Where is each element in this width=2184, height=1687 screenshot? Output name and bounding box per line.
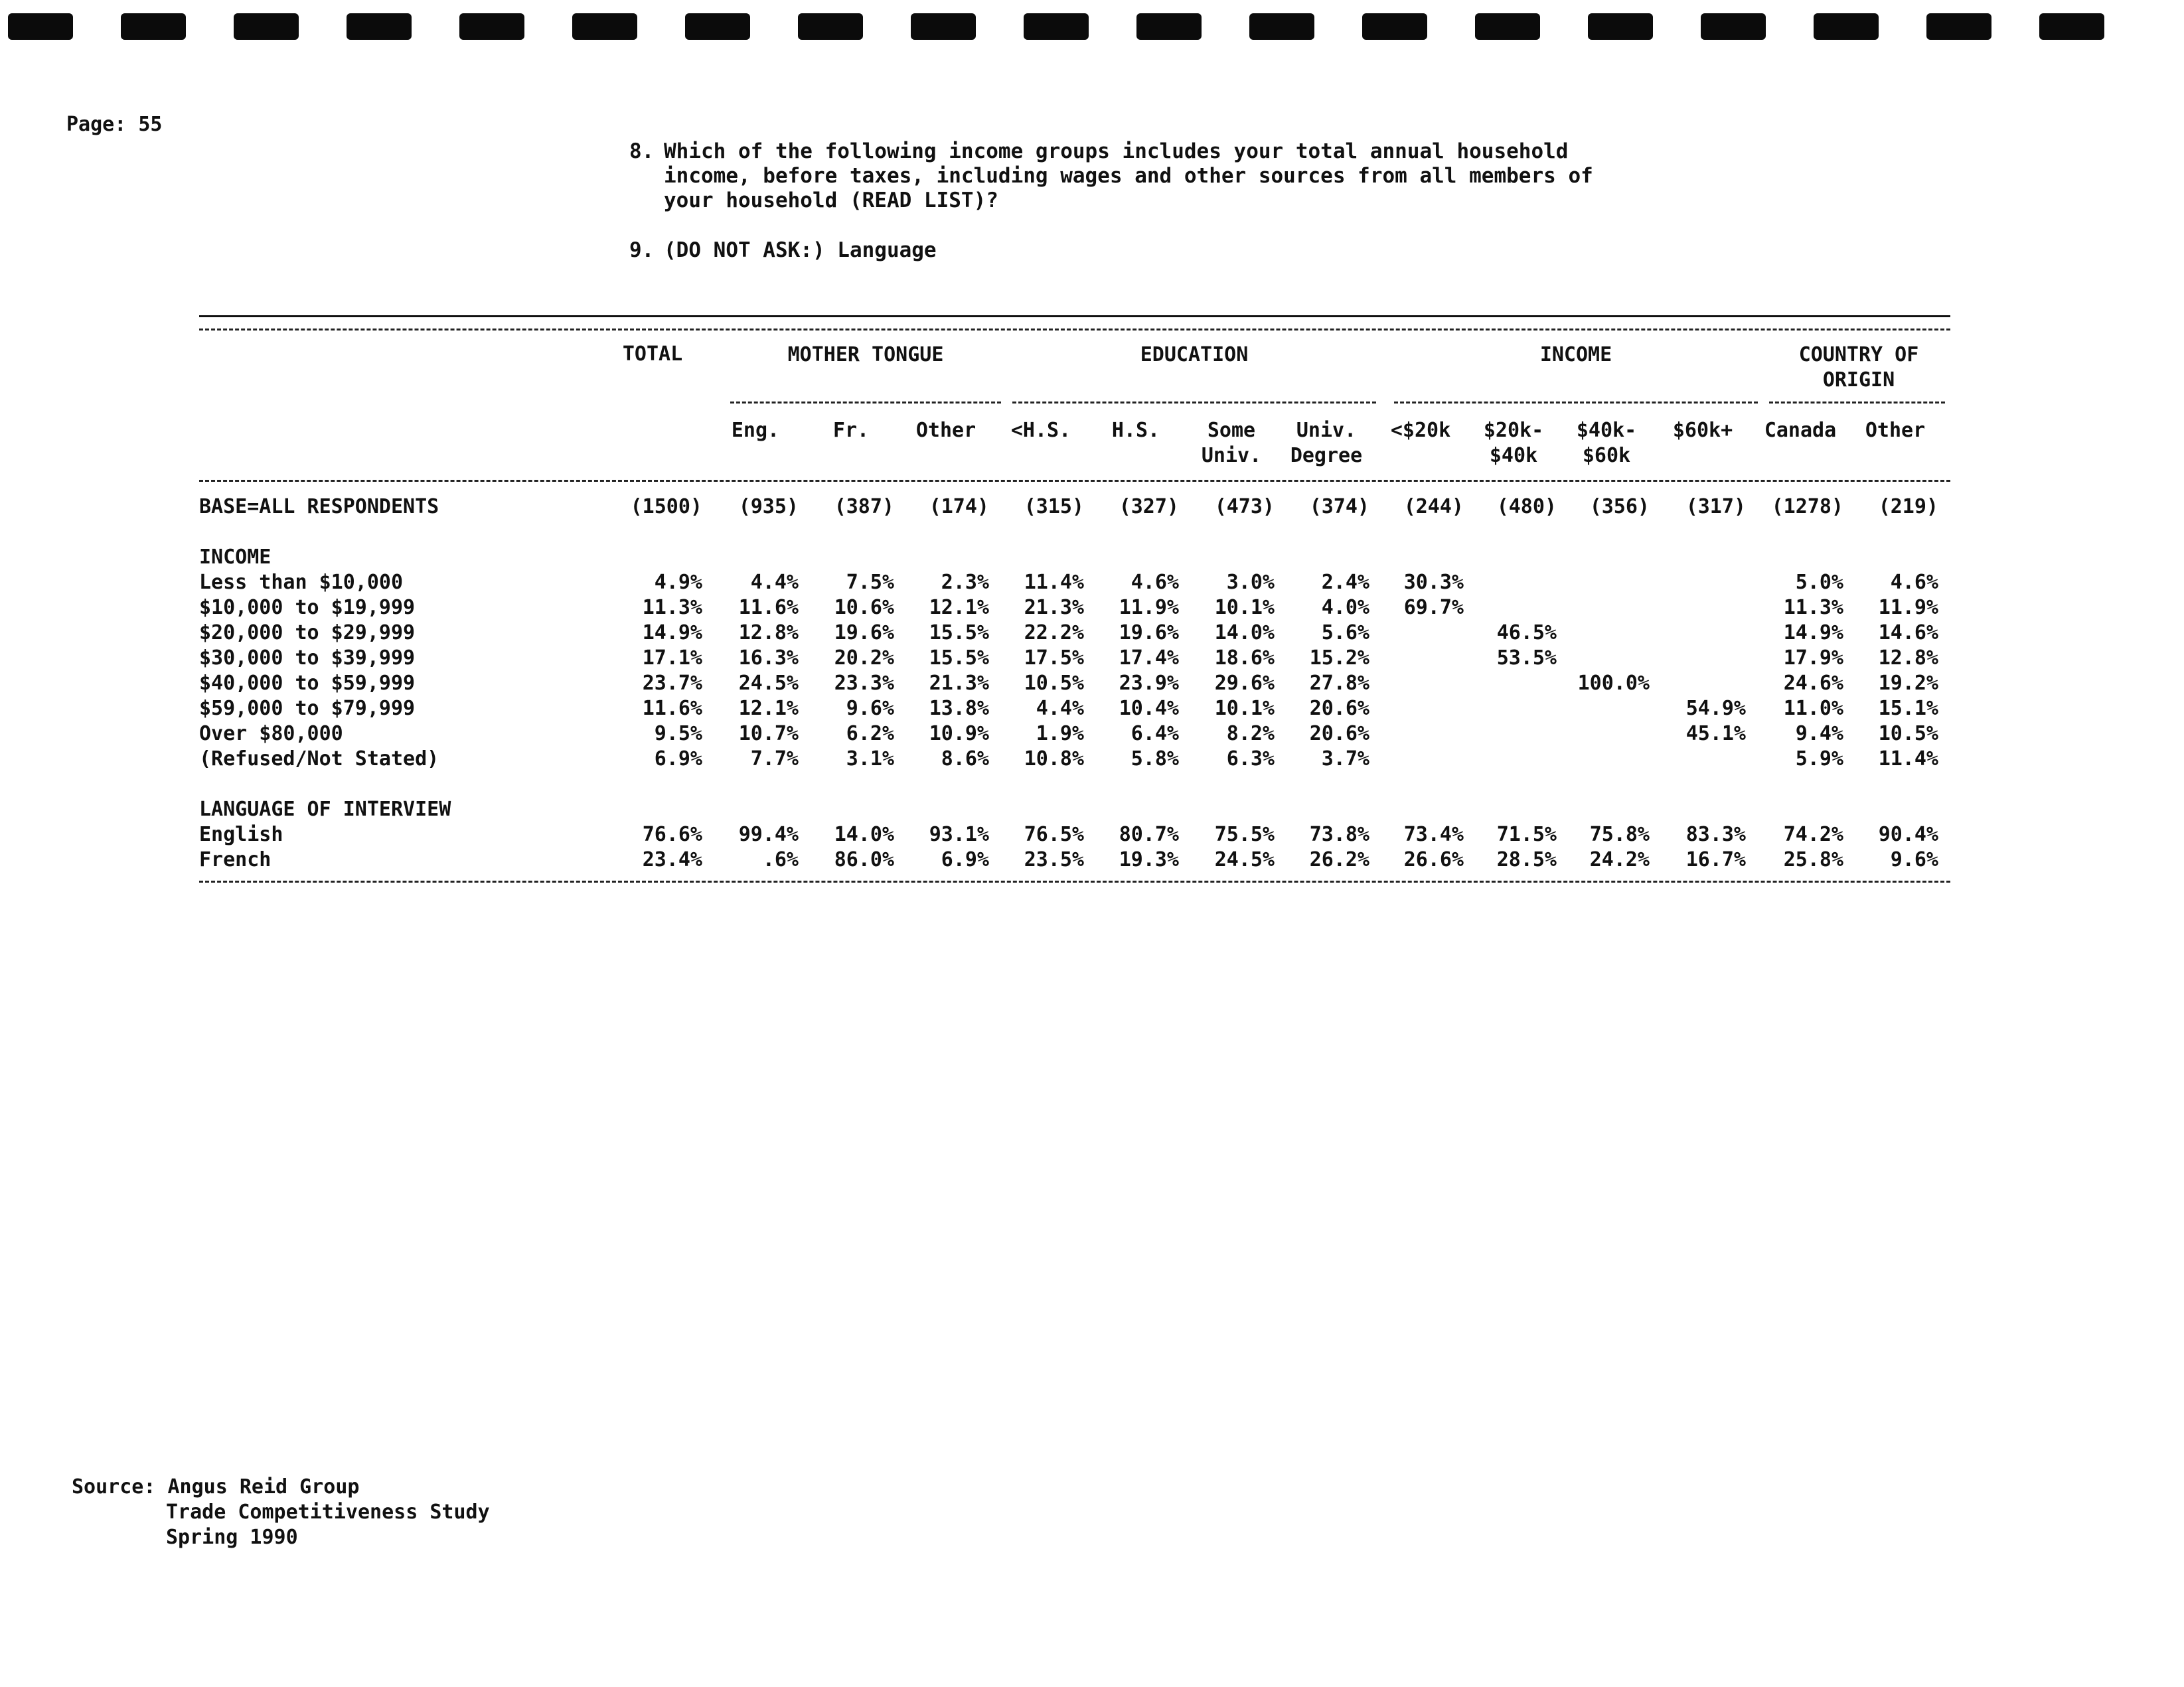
base-value: (315): [1024, 495, 1084, 518]
col-header: Eng.: [731, 419, 780, 442]
data-cell: 75.8%: [1589, 823, 1650, 846]
data-cell: 9.6%: [846, 697, 894, 720]
data-cell: 11.3%: [1783, 596, 1843, 619]
col-header: <$20k: [1390, 419, 1451, 442]
row-label: (Refused/Not Stated): [199, 747, 439, 770]
data-cell: 10.1%: [1214, 697, 1275, 720]
row-label: $40,000 to $59,999: [199, 672, 416, 695]
data-cell: .6%: [762, 848, 799, 871]
education-subrule: [1012, 402, 1376, 403]
col-header: H.S.: [1111, 419, 1160, 442]
row-label: $30,000 to $39,999: [199, 646, 416, 670]
data-cell: 75.5%: [1214, 823, 1275, 846]
data-cell: 73.4%: [1403, 823, 1464, 846]
binder-hole: [2039, 13, 2104, 40]
binder-hole: [459, 13, 524, 40]
group-education: EDUCATION: [1140, 343, 1249, 366]
data-cell: 12.8%: [1878, 646, 1938, 670]
data-cell: 2.3%: [941, 571, 989, 594]
base-value: (244): [1403, 495, 1464, 518]
data-cell: 80.7%: [1119, 823, 1179, 846]
data-cell: 6.2%: [846, 722, 894, 745]
base-value: (387): [834, 495, 894, 518]
group-country-of-origin: COUNTRY OF ORIGIN: [1798, 343, 1919, 392]
binder-hole: [685, 13, 750, 40]
data-cell: 9.6%: [1890, 848, 1938, 871]
data-cell: 9.4%: [1795, 722, 1843, 745]
data-cell: 20.2%: [834, 646, 894, 670]
data-cell: 99.4%: [738, 823, 799, 846]
data-cell: 19.6%: [1119, 621, 1179, 644]
data-cell: 24.6%: [1783, 672, 1843, 695]
data-cell: 23.7%: [642, 672, 702, 695]
data-cell: 69.7%: [1403, 596, 1464, 619]
data-cell: 26.2%: [1309, 848, 1369, 871]
data-cell: 11.6%: [738, 596, 799, 619]
data-cell: 29.6%: [1214, 672, 1275, 695]
data-cell: 10.9%: [929, 722, 989, 745]
data-cell: 3.0%: [1226, 571, 1275, 594]
row-label: Less than $10,000: [199, 571, 404, 594]
data-cell: 1.9%: [1036, 722, 1084, 745]
table-top-rule: [199, 315, 1950, 317]
data-cell: 2.4%: [1321, 571, 1369, 594]
row-label: $59,000 to $79,999: [199, 697, 416, 720]
data-cell: 17.4%: [1119, 646, 1179, 670]
question-9-text: (DO NOT ASK:) Language: [664, 238, 937, 262]
data-cell: 76.6%: [642, 823, 702, 846]
data-cell: 11.9%: [1119, 596, 1179, 619]
data-cell: 24.5%: [1214, 848, 1275, 871]
binder-hole: [1362, 13, 1427, 40]
country-subrule: [1769, 402, 1945, 403]
data-cell: 28.5%: [1496, 848, 1557, 871]
data-cell: 11.0%: [1783, 697, 1843, 720]
binder-hole: [572, 13, 637, 40]
data-cell: 15.2%: [1309, 646, 1369, 670]
col-header: $20k- $40k: [1483, 419, 1544, 467]
data-cell: 21.3%: [929, 672, 989, 695]
mother-tongue-subrule: [730, 402, 1001, 403]
binder-hole: [1588, 13, 1653, 40]
data-cell: 4.6%: [1131, 571, 1179, 594]
data-cell: 4.6%: [1890, 571, 1938, 594]
base-value: (374): [1309, 495, 1369, 518]
col-header: Some Univ.: [1201, 419, 1262, 467]
binder-hole: [347, 13, 412, 40]
data-cell: 4.4%: [750, 571, 799, 594]
data-cell: 7.7%: [750, 747, 799, 770]
data-cell: 100.0%: [1577, 672, 1650, 695]
group-mother-tongue: MOTHER TONGUE: [787, 343, 944, 366]
data-cell: 10.5%: [1878, 722, 1938, 745]
group-income: INCOME: [1539, 343, 1612, 366]
data-cell: 17.9%: [1783, 646, 1843, 670]
data-cell: 24.5%: [738, 672, 799, 695]
col-header: Canada: [1764, 419, 1837, 442]
data-cell: 20.6%: [1309, 697, 1369, 720]
binder-hole: [1701, 13, 1766, 40]
base-value: (1500): [630, 495, 702, 518]
base-value: (1278): [1771, 495, 1843, 518]
data-cell: 17.1%: [642, 646, 702, 670]
data-cell: 15.5%: [929, 621, 989, 644]
data-cell: 20.6%: [1309, 722, 1369, 745]
data-cell: 5.9%: [1795, 747, 1843, 770]
data-cell: 86.0%: [834, 848, 894, 871]
data-cell: 24.2%: [1589, 848, 1650, 871]
col-header: $60k+: [1672, 419, 1733, 442]
data-cell: 21.3%: [1024, 596, 1084, 619]
section-title: LANGUAGE OF INTERVIEW: [199, 798, 451, 821]
data-cell: 73.8%: [1309, 823, 1369, 846]
data-cell: 4.9%: [654, 571, 702, 594]
data-cell: 54.9%: [1685, 697, 1746, 720]
data-cell: 14.9%: [642, 621, 702, 644]
data-cell: 23.3%: [834, 672, 894, 695]
data-cell: 12.1%: [738, 697, 799, 720]
source-line-1: Source: Angus Reid Group: [72, 1475, 360, 1499]
base-value: (174): [929, 495, 989, 518]
data-cell: 10.8%: [1024, 747, 1084, 770]
col-header-total: TOTAL: [622, 342, 683, 366]
data-cell: 53.5%: [1496, 646, 1557, 670]
base-label: BASE=ALL RESPONDENTS: [199, 495, 439, 518]
data-cell: 6.4%: [1131, 722, 1179, 745]
data-cell: 4.4%: [1036, 697, 1084, 720]
data-cell: 14.6%: [1878, 621, 1938, 644]
data-cell: 7.5%: [846, 571, 894, 594]
data-cell: 10.4%: [1119, 697, 1179, 720]
section-title: INCOME: [199, 546, 272, 569]
data-cell: 6.9%: [654, 747, 702, 770]
data-cell: 10.7%: [738, 722, 799, 745]
binder-hole: [121, 13, 186, 40]
binder-hole: [234, 13, 299, 40]
data-cell: 10.5%: [1024, 672, 1084, 695]
base-value: (356): [1589, 495, 1650, 518]
data-cell: 11.4%: [1024, 571, 1084, 594]
data-cell: 14.9%: [1783, 621, 1843, 644]
data-cell: 71.5%: [1496, 823, 1557, 846]
question-9: [629, 238, 1606, 263]
data-cell: 22.2%: [1024, 621, 1084, 644]
data-cell: 16.3%: [738, 646, 799, 670]
data-cell: 6.3%: [1226, 747, 1275, 770]
binder-hole: [911, 13, 976, 40]
data-cell: 12.1%: [929, 596, 989, 619]
data-cell: 3.7%: [1321, 747, 1369, 770]
base-value: (480): [1496, 495, 1557, 518]
col-header: Univ. Degree: [1290, 419, 1363, 467]
col-header: $40k- $60k: [1576, 419, 1637, 467]
row-label: French: [199, 848, 272, 871]
binder-hole: [1024, 13, 1089, 40]
data-cell: 30.3%: [1403, 571, 1464, 594]
data-cell: 6.9%: [941, 848, 989, 871]
base-value: (327): [1119, 495, 1179, 518]
question-8-text: Which of the following income groups includes your total annual household income, before taxes, including wages and other sources from all members of your household (READ LIST)?: [664, 139, 1593, 212]
table-bottom-rule: [199, 881, 1950, 883]
data-cell: 17.5%: [1024, 646, 1084, 670]
questions-block: [629, 139, 1606, 263]
data-cell: 12.8%: [738, 621, 799, 644]
data-cell: 23.4%: [642, 848, 702, 871]
data-cell: 14.0%: [834, 823, 894, 846]
base-value: (317): [1685, 495, 1746, 518]
table-header-rule: [199, 329, 1950, 330]
data-cell: 18.6%: [1214, 646, 1275, 670]
binder-hole: [1926, 13, 1991, 40]
data-cell: 10.6%: [834, 596, 894, 619]
binder-hole: [1136, 13, 1202, 40]
data-cell: 5.0%: [1795, 571, 1843, 594]
col-header: Fr.: [832, 419, 870, 442]
data-cell: 93.1%: [929, 823, 989, 846]
question-8: [629, 139, 1606, 213]
data-cell: 45.1%: [1685, 722, 1746, 745]
base-value: (219): [1878, 495, 1938, 518]
data-cell: 74.2%: [1783, 823, 1843, 846]
data-cell: 25.8%: [1783, 848, 1843, 871]
binder-hole: [8, 13, 73, 40]
data-cell: 4.0%: [1321, 596, 1369, 619]
base-value: (473): [1214, 495, 1275, 518]
data-cell: 23.9%: [1119, 672, 1179, 695]
data-cell: 11.9%: [1878, 596, 1938, 619]
data-cell: 13.8%: [929, 697, 989, 720]
question-8-number: 8.: [629, 139, 655, 163]
page-number: Page: 55: [66, 113, 163, 136]
binder-hole: [1475, 13, 1540, 40]
row-label: Over $80,000: [199, 722, 343, 745]
binder-hole: [798, 13, 863, 40]
data-cell: 16.7%: [1685, 848, 1746, 871]
data-cell: 15.5%: [929, 646, 989, 670]
data-cell: 8.6%: [941, 747, 989, 770]
col-header: Other: [915, 419, 976, 442]
data-cell: 23.5%: [1024, 848, 1084, 871]
data-cell: 19.6%: [834, 621, 894, 644]
data-cell: 15.1%: [1878, 697, 1938, 720]
data-cell: 11.3%: [642, 596, 702, 619]
col-header: <H.S.: [1010, 419, 1071, 442]
row-label: $20,000 to $29,999: [199, 621, 416, 644]
data-cell: 83.3%: [1685, 823, 1746, 846]
income-subrule: [1394, 402, 1758, 403]
data-cell: 9.5%: [654, 722, 702, 745]
col-header: Other: [1865, 419, 1926, 442]
binder-holes: [0, 0, 2184, 53]
data-cell: 8.2%: [1226, 722, 1275, 745]
data-cell: 5.8%: [1131, 747, 1179, 770]
data-cell: 19.2%: [1878, 672, 1938, 695]
source-line-2: Trade Competitiveness Study: [166, 1501, 490, 1524]
data-cell: 90.4%: [1878, 823, 1938, 846]
data-cell: 11.4%: [1878, 747, 1938, 770]
data-cell: 76.5%: [1024, 823, 1084, 846]
data-cell: 19.3%: [1119, 848, 1179, 871]
binder-hole: [1814, 13, 1879, 40]
data-cell: 46.5%: [1496, 621, 1557, 644]
data-cell: 14.0%: [1214, 621, 1275, 644]
source-note: [72, 1475, 490, 1550]
row-label: $10,000 to $19,999: [199, 596, 416, 619]
binder-hole: [1249, 13, 1314, 40]
question-9-number: 9.: [629, 238, 655, 262]
data-cell: 11.6%: [642, 697, 702, 720]
data-cell: 5.6%: [1321, 621, 1369, 644]
row-label: English: [199, 823, 283, 846]
data-cell: 27.8%: [1309, 672, 1369, 695]
data-cell: 26.6%: [1403, 848, 1464, 871]
data-cell: 3.1%: [846, 747, 894, 770]
table-columns-rule: [199, 480, 1950, 482]
data-cell: 10.1%: [1214, 596, 1275, 619]
base-value: (935): [738, 495, 799, 518]
source-line-3: Spring 1990: [166, 1526, 298, 1549]
